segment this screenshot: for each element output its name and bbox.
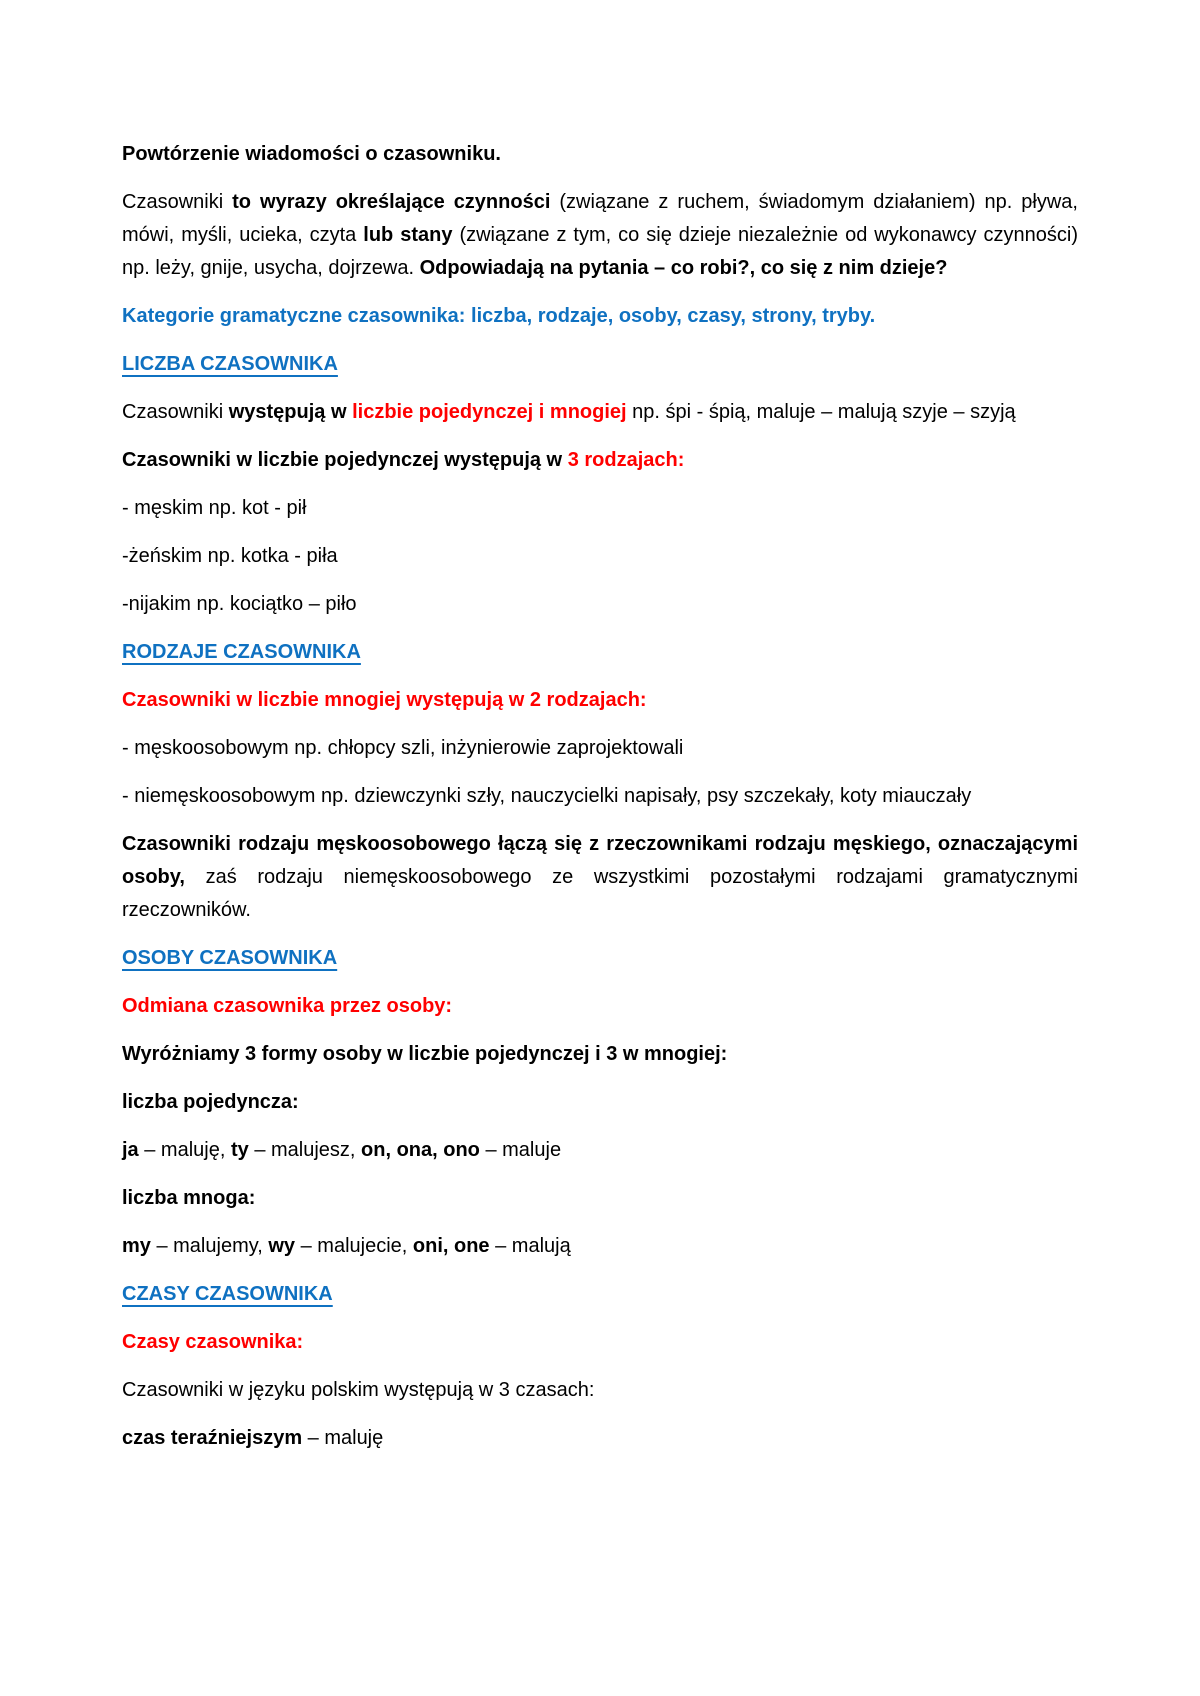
text-run: – malujecie, [300,1235,413,1257]
section-heading-liczba-czasownika: LICZBA CZASOWNIKA [122,353,338,375]
text-run: ja [122,1139,145,1161]
text-run: (związane z ruchem, świadomym działaniem) np. pływa, mówi, myśli, ucieka, czyta [122,191,1078,246]
label-singular: liczba pojedyncza: [122,1091,299,1113]
text-run: występują w [228,401,353,423]
section-heading-osoby-czasownika: OSOBY CZASOWNIKA [122,947,338,969]
paragraph-singular-genders-lead [122,444,1078,477]
text-run: ty [230,1139,255,1161]
text-run: 3 rodzajach: [567,449,685,471]
text-run: Czasowniki [122,191,233,213]
paragraph-tense-present [122,1422,1078,1455]
paragraph-grammatical-categories: Kategorie gramatyczne czasownika: liczba, rodzaje, osoby, czasy, strony, tryby. [122,305,876,327]
document-title: Powtórzenie wiadomości o czasowniku. [122,143,501,165]
text-run: – maluje [485,1139,562,1161]
text-run: – malujemy, [156,1235,269,1257]
text-run: on, ona, ono [361,1139,486,1161]
text-run: zaś rodzaju niemęskoosobowego ze wszystkimi pozostałymi rodzajami gramatycznymi rzeczowników. [122,866,1078,921]
paragraph-number-of-verb [122,396,1078,429]
text-run: np. śpi - śpią, maluje – malują szyje – szyją [632,401,1016,423]
section-heading-rodzaje-czasownika: RODZAJE CZASOWNIKA [122,641,361,663]
text-run: liczbie pojedynczej i mnogiej [352,401,633,423]
paragraph-singular-forms [122,1134,1078,1167]
text-run: czas teraźniejszym [122,1427,308,1449]
list-item-gender-non-masculine-personal: - niemęskoosobowym np. dziewczynki szły, nauczycielki napisały, psy szczekały, koty miauczały [122,785,972,807]
paragraph-persons-lead: Odmiana czasownika przez osoby: [122,995,453,1017]
text-run: – maluję [307,1427,384,1449]
paragraph-plural-genders-lead: Czasowniki w liczbie mnogiej występują w 2 rodzajach: [122,689,647,711]
text-run: – malujesz, [254,1139,362,1161]
paragraph-tenses-count: Czasowniki w języku polskim występują w 3 czasach: [122,1379,595,1401]
section-heading-czasy-czasownika: CZASY CZASOWNIKA [122,1283,333,1305]
text-run: to wyrazy określające czynności [232,191,560,213]
list-item-gender-masculine: - męskim np. kot - pił [122,497,307,519]
paragraph-plural-forms [122,1230,1078,1263]
text-run: (związane z tym, co się dzieje niezależnie od wykonawcy czynności) np. leży, gnije, usycha, dojrzewa. [122,224,1078,279]
text-run: Czasowniki w liczbie pojedynczej występują w [122,449,568,471]
text-run: Odpowiadają na pytania – co robi?, co się z nim dzieje? [419,257,948,279]
text-run: Czasowniki [122,401,229,423]
text-run: wy [268,1235,301,1257]
text-run: – malują [495,1235,571,1257]
text-run: Czasowniki rodzaju męskoosobowego łączą się z rzeczownikami rodzaju męskiego, oznaczającymi osoby, [122,833,1078,888]
list-item-gender-feminine: -żeńskim np. kotka - piła [122,545,338,567]
text-run: – maluję, [144,1139,231,1161]
text-run: oni, one [412,1235,496,1257]
paragraph-intro-definition [122,186,1078,285]
paragraph-tenses-lead: Czasy czasownika: [122,1331,304,1353]
text-run: my [122,1235,157,1257]
text-run: lub stany [363,224,460,246]
paragraph-persons-count: Wyróżniamy 3 formy osoby w liczbie pojedynczej i 3 w mnogiej: [122,1043,728,1065]
list-item-gender-neuter: -nijakim np. kociątko – piło [122,593,357,615]
list-item-gender-masculine-personal: - męskoosobowym np. chłopcy szli, inżynierowie zaprojektowali [122,737,684,759]
paragraph-gender-agreement-note [122,828,1078,927]
label-plural: liczba mnoga: [122,1187,256,1209]
